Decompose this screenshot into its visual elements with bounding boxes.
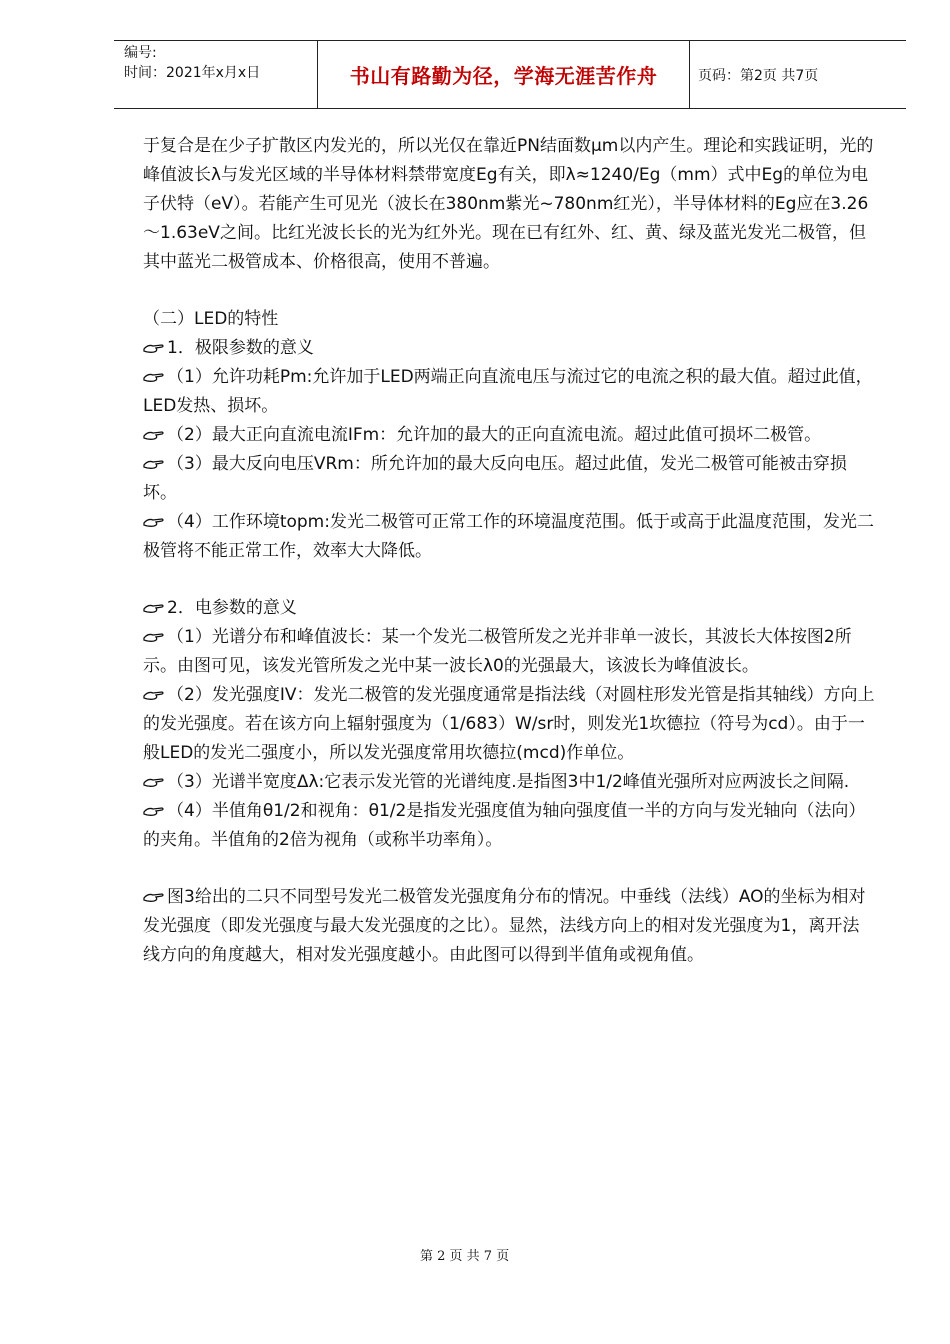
list-item: （3）最大反向电压VRm：所允许加的最大反向电压。超过此值，发光二极管可能被击穿损坏。 (143, 450, 875, 508)
number-label: 编号: (124, 45, 157, 61)
document-body (143, 132, 875, 970)
page-footer: 第 2 页 共 7 页 (420, 1249, 510, 1264)
paragraph-figure3: 图3给出的二只不同型号发光二极管发光强度角分布的情况。中垂线（法线）AO的坐标为相对发光强度（即发光强度与最大发光强度的之比）。显然，法线方向上的相对发光强度为1，离开法线方向的角度越大，相对发光强度越小。由此图可以得到半值角或视角值。 (143, 883, 875, 970)
header-meta (114, 41, 317, 108)
list-item: （4）工作环境topm:发光二极管可正常工作的环境温度范围。低于或高于此温度范围，发光二极管将不能正常工作，效率大大降低。 (143, 508, 875, 566)
list-item: （4）半值角θ1/2和视角：θ1/2是指发光强度值为轴向强度值一半的方向与发光轴向（法向）的夹角。半值角的2倍为视角（或称半功率角）。 (143, 797, 875, 855)
list-item: （2）最大正向直流电流IFm：允许加的最大的正向直流电流。超过此值可损坏二极管。 (143, 421, 875, 450)
time-label: 时间：2021年x月x日 (124, 65, 261, 81)
list-item: （1）光谱分布和峰值波长：某一个发光二极管所发之光并非单一波长，其波长大体按图2所示。由图可见，该发光管所发之光中某一波长λ0的光强最大，该波长为峰值波长。 (143, 623, 875, 681)
hand-pointer-icon (143, 769, 165, 783)
hand-pointer-icon (143, 798, 165, 812)
header-page-info: 页码：第2页 共7页 (698, 67, 819, 84)
hand-pointer-icon (143, 624, 165, 638)
hand-pointer-icon (143, 422, 165, 436)
hand-pointer-icon (143, 364, 165, 378)
subheading-limit-params: 1．极限参数的意义 (143, 334, 875, 363)
hand-pointer-icon (143, 451, 165, 465)
subheading-electrical-params: 2．电参数的意义 (143, 594, 875, 623)
list-item: （3）光谱半宽度Δλ:它表示发光管的光谱纯度.是指图3中1/2峰值光强所对应两波长之间隔. (143, 768, 875, 797)
section-heading: （二）LED的特性 (143, 309, 279, 329)
hand-pointer-icon (143, 682, 165, 696)
hand-pointer-icon (143, 884, 165, 898)
list-item: （2）发光强度IV：发光二极管的发光强度通常是指法线（对圆柱形发光管是指其轴线）方向上的发光强度。若在该方向上辐射强度为（1/683）W/sr时，则发光1坎德拉（符号为cd）。由于一般LED的发光二强度小，所以发光强度常用坎德拉(mcd)作单位。 (143, 681, 875, 768)
header-motto: 书山有路勤为径，学海无涯苦作舟 (317, 41, 690, 108)
hand-pointer-icon (143, 335, 165, 349)
paragraph-intro: 于复合是在少子扩散区内发光的，所以光仅在靠近PN结面数μm以内产生。理论和实践证明，光的峰值波长λ与发光区域的半导体材料禁带宽度Eg有关，即λ≈1240/Eg（mm）式中Eg的单位为电子伏特（eV）。若能产生可见光（波长在380nm紫光~780nm红光），半导体材料的Eg应在3.26～1.63eV之间。比红光波长长的光为红外光。现在已有红外、红、黄、绿及蓝光发光二极管，但其中蓝光二极管成本、价格很高，使用不普遍。 (143, 136, 874, 272)
hand-pointer-icon (143, 509, 165, 523)
list-item: （1）允许功耗Pm:允许加于LED两端正向直流电压与流过它的电流之积的最大值。超过此值，LED发热、损坏。 (143, 363, 875, 421)
hand-pointer-icon (143, 595, 165, 609)
page-header (114, 40, 906, 109)
